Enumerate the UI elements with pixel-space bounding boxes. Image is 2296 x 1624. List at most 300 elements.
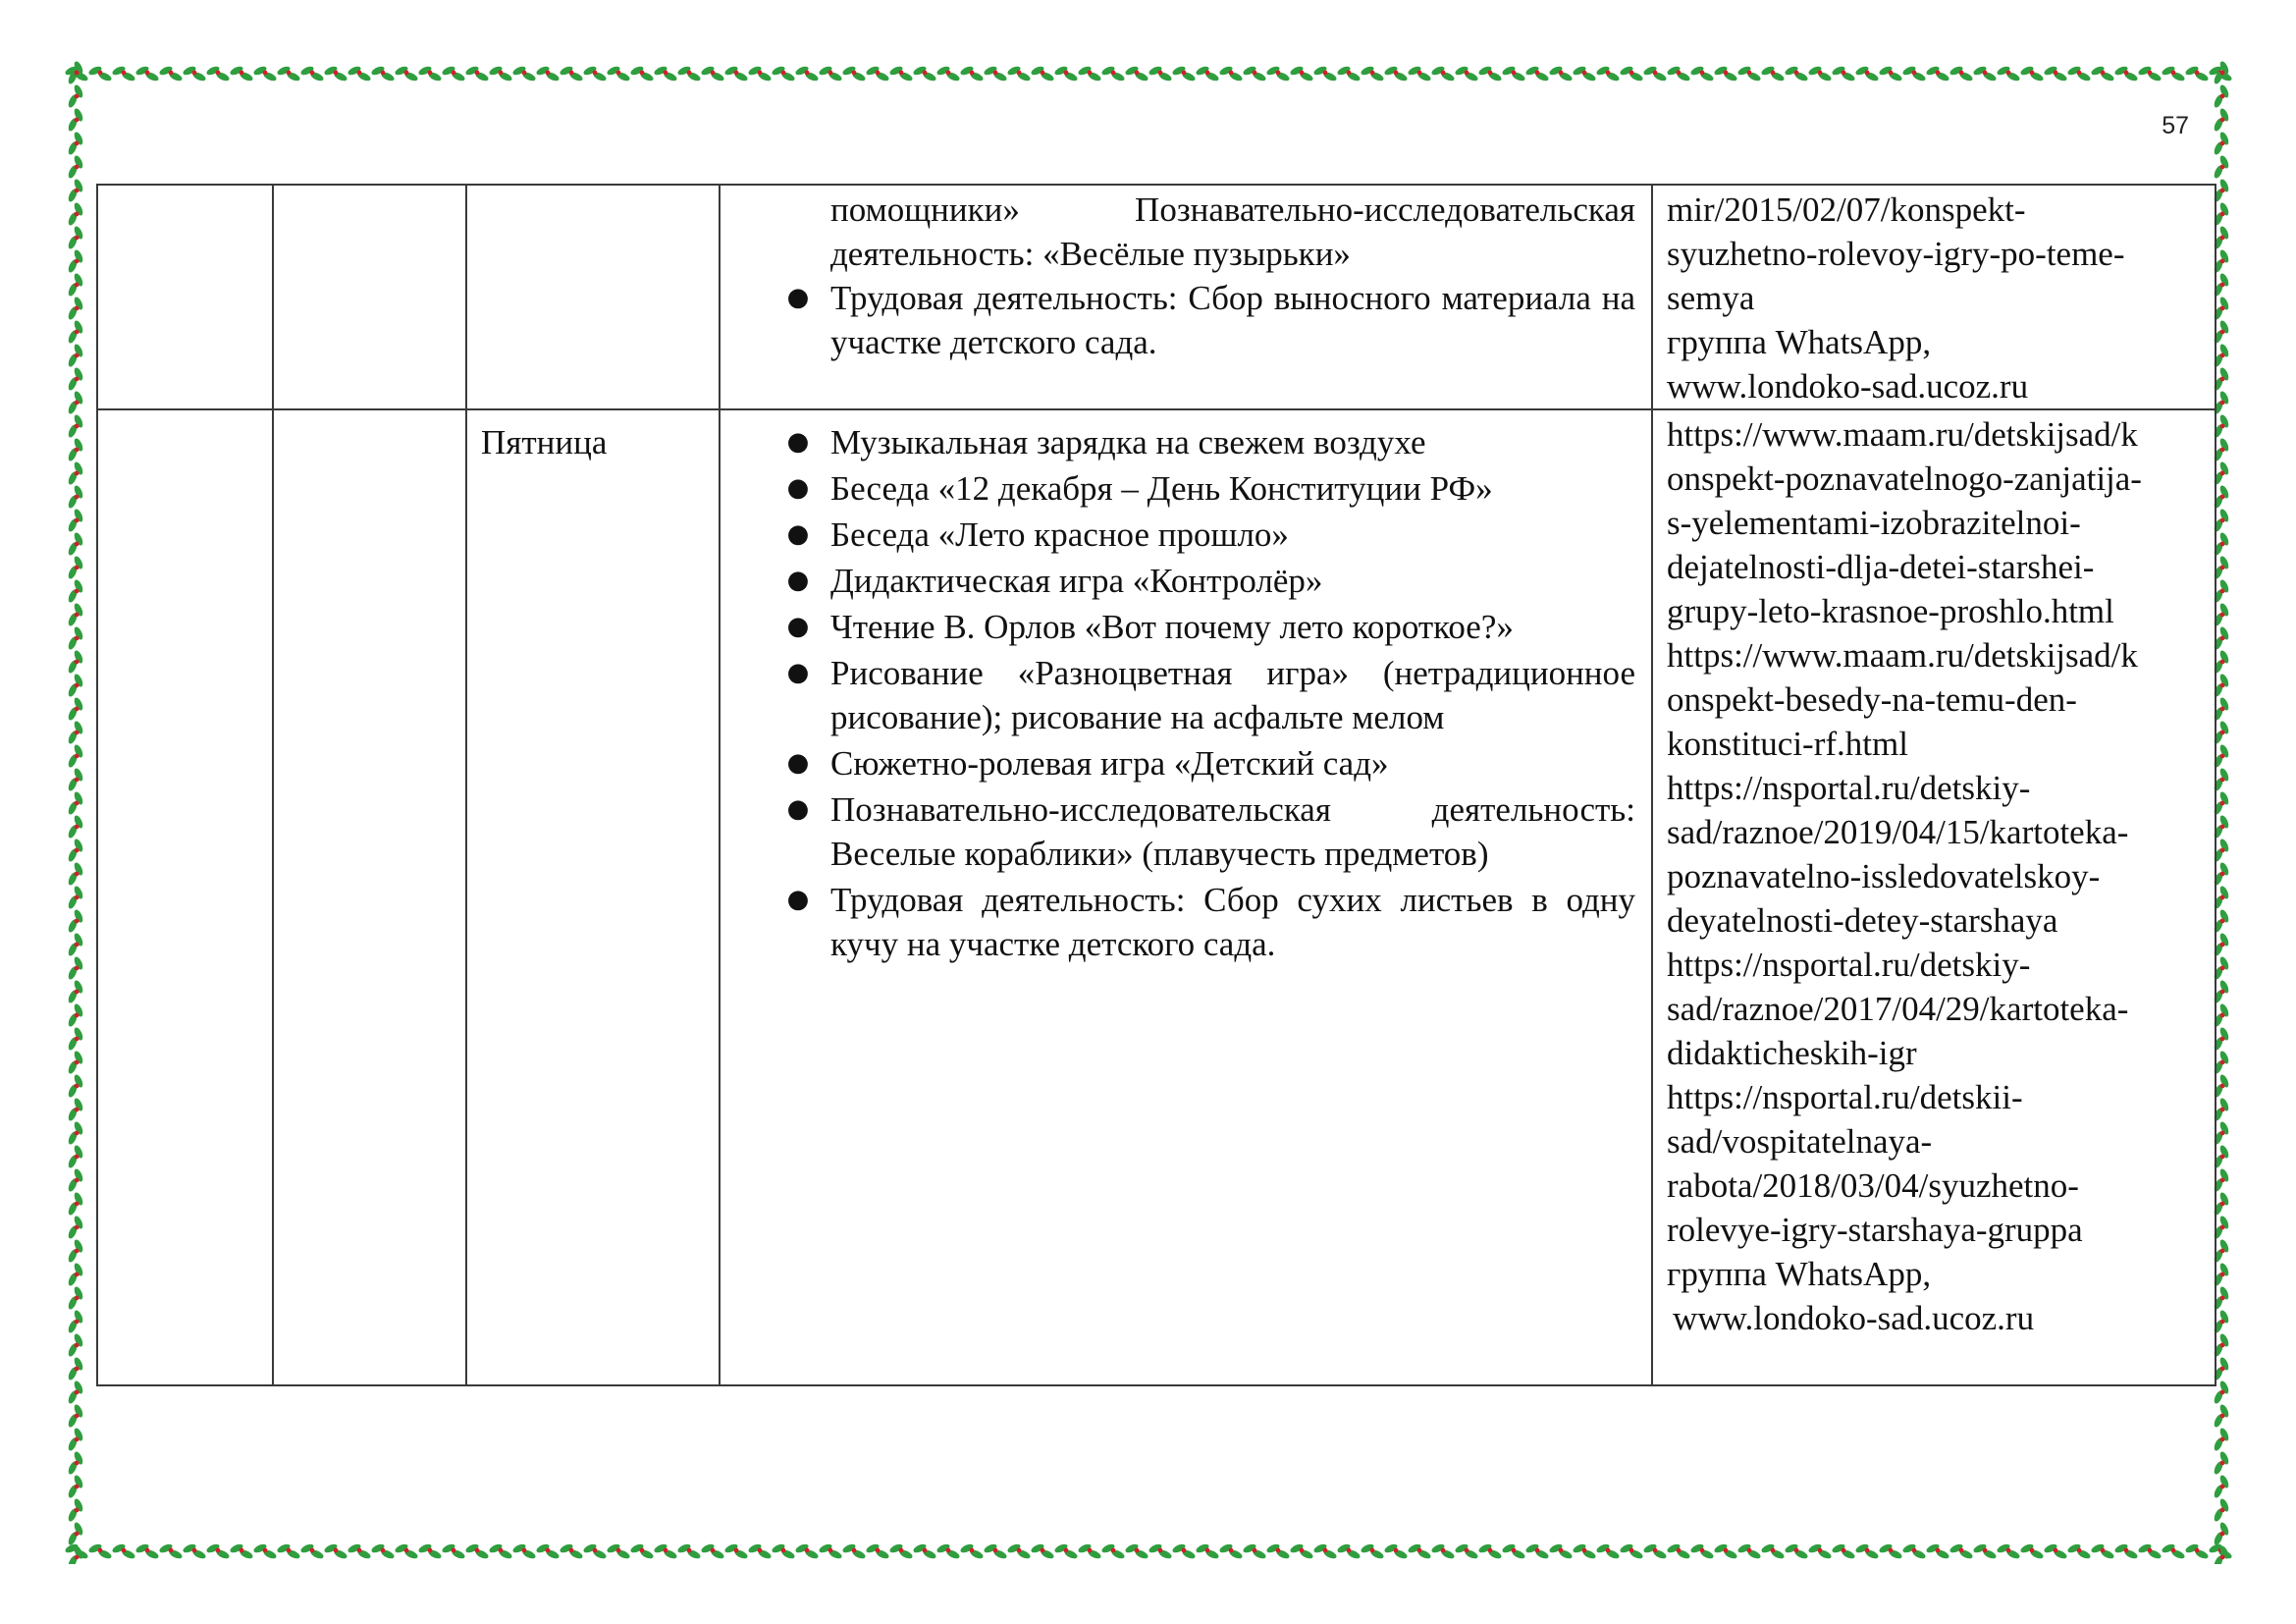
holly-motif — [1878, 65, 1903, 82]
holly-motif — [67, 743, 84, 769]
activity-item — [721, 559, 1635, 603]
bullet-icon: ● — [786, 612, 810, 641]
holly-motif — [1878, 1543, 1903, 1560]
resource-line: didakticheskih-igr — [1667, 1034, 1917, 1072]
holly-motif — [2113, 65, 2139, 82]
holly-motif — [2090, 1543, 2115, 1560]
holly-motif — [67, 673, 84, 698]
holly-motif — [1736, 65, 1762, 82]
holly-motif — [67, 531, 84, 557]
bullet-icon: ● — [786, 283, 810, 312]
resource-line: www.londoko-sad.ucoz.ru — [1667, 367, 2029, 406]
holly-border-top — [65, 61, 2232, 86]
holly-motif — [67, 1026, 84, 1052]
activity-continuation: помощники» Познавательно-исследовательская деятельность: «Весёлые пузырьки» — [830, 190, 1635, 273]
holly-motif — [1925, 65, 1950, 82]
resource-line: poznavatelno-issledovatelskoy- — [1667, 857, 2101, 895]
holly-motif — [511, 1543, 537, 1560]
holly-motif — [441, 65, 466, 82]
bullet-icon: ● — [786, 885, 810, 914]
holly-motif — [1760, 65, 1786, 82]
holly-motif — [2043, 1543, 2068, 1560]
holly-motif — [1689, 1543, 1715, 1560]
holly-motif — [841, 65, 867, 82]
holly-motif — [1784, 1543, 1809, 1560]
holly-motif — [67, 555, 84, 580]
bullet-icon: ● — [786, 794, 810, 824]
holly-motif — [182, 65, 207, 82]
holly-motif — [723, 65, 749, 82]
holly-motif — [229, 65, 254, 82]
holly-motif — [67, 1309, 84, 1334]
resource-line: konstituci-rf.html — [1667, 725, 1908, 763]
holly-motif — [1407, 1543, 1432, 1560]
holly-motif — [67, 885, 84, 910]
holly-motif — [488, 65, 513, 82]
holly-motif — [1548, 1543, 1574, 1560]
holly-motif — [1383, 65, 1409, 82]
holly-motif — [1572, 1543, 1597, 1560]
holly-motif — [67, 437, 84, 462]
holly-motif — [323, 1543, 348, 1560]
activity-list — [721, 276, 1635, 364]
holly-motif — [67, 696, 84, 722]
holly-motif — [67, 61, 84, 85]
holly-motif — [700, 1543, 725, 1560]
activity-text: Трудовая деятельность: Сбор выносного материала на участке детского сада. — [830, 279, 1635, 361]
holly-motif — [1996, 65, 2021, 82]
holly-motif — [67, 131, 84, 156]
holly-motif — [1572, 65, 1597, 82]
holly-motif — [67, 1380, 84, 1405]
holly-motif — [67, 1002, 84, 1028]
holly-motif — [67, 343, 84, 368]
holly-motif — [67, 979, 84, 1004]
holly-motif — [1854, 65, 1880, 82]
holly-motif — [67, 1215, 84, 1240]
holly-motif — [347, 65, 372, 82]
resource-line: syuzhetno-rolevoy-igry-po-teme- — [1667, 235, 2125, 273]
bullet-icon: ● — [786, 427, 810, 457]
holly-motif — [2161, 65, 2186, 82]
holly-motif — [1619, 1543, 1644, 1560]
holly-motif — [629, 65, 655, 82]
holly-motif — [1053, 65, 1079, 82]
holly-motif — [67, 790, 84, 816]
resource-line: www.londoko-sad.ucoz.ru — [1673, 1299, 2035, 1337]
holly-motif — [67, 861, 84, 887]
holly-motif — [841, 1543, 867, 1560]
holly-motif — [417, 1543, 443, 1560]
holly-motif — [67, 1544, 84, 1564]
holly-motif — [1831, 65, 1856, 82]
holly-motif — [653, 65, 678, 82]
resource-line: rolevye-igry-starshaya-gruppa — [1667, 1211, 2083, 1249]
holly-motif — [370, 1543, 396, 1560]
holly-motif — [535, 65, 561, 82]
holly-motif — [347, 1543, 372, 1560]
holly-motif — [464, 1543, 490, 1560]
holly-motif — [653, 1543, 678, 1560]
holly-motif — [67, 1238, 84, 1264]
holly-motif — [276, 1543, 301, 1560]
day-label: Пятница — [481, 423, 608, 461]
resource-line: grupy-leto-krasnoe-proshlo.html — [1667, 592, 2114, 630]
holly-motif — [87, 65, 113, 82]
holly-motif — [67, 1403, 84, 1429]
activity-text: Познавательно-исследовательская деятельность: Веселые кораблики» (плавучесть предметов) — [830, 790, 1635, 873]
holly-motif — [747, 65, 773, 82]
holly-motif — [1784, 65, 1809, 82]
resource-line: sad/vospitatelnaya- — [1667, 1122, 1933, 1161]
holly-motif — [67, 1356, 84, 1381]
holly-motif — [67, 248, 84, 274]
resources-cell — [1652, 409, 2216, 1385]
holly-motif — [1501, 1543, 1526, 1560]
holly-motif — [67, 767, 84, 792]
holly-motif — [559, 65, 584, 82]
holly-motif — [67, 1191, 84, 1217]
holly-motif — [1501, 65, 1526, 82]
holly-motif — [1689, 65, 1715, 82]
holly-motif — [888, 65, 914, 82]
holly-motif — [935, 1543, 961, 1560]
holly-motif — [276, 65, 301, 82]
holly-motif — [67, 413, 84, 439]
holly-motif — [1713, 1543, 1738, 1560]
activity-item — [721, 651, 1635, 739]
holly-motif — [1548, 65, 1574, 82]
holly-motif — [1195, 65, 1220, 82]
holly-motif — [67, 1332, 84, 1358]
holly-motif — [111, 65, 136, 82]
holly-motif — [1996, 1543, 2021, 1560]
holly-motif — [2019, 65, 2045, 82]
holly-motif — [1242, 1543, 1267, 1560]
holly-motif — [2043, 65, 2068, 82]
holly-motif — [1360, 65, 1385, 82]
holly-motif — [888, 1543, 914, 1560]
holly-motif — [1595, 1543, 1621, 1560]
bullet-icon: ● — [786, 658, 810, 687]
holly-motif — [559, 1543, 584, 1560]
resource-line: s-yelementami-izobrazitelnoi- — [1667, 504, 2081, 542]
holly-motif — [606, 1543, 631, 1560]
activity-list — [721, 420, 1635, 966]
holly-motif — [1265, 65, 1291, 82]
activity-item — [721, 605, 1635, 649]
holly-motif — [67, 1497, 84, 1523]
holly-motif — [1171, 1543, 1197, 1560]
holly-motif — [2213, 107, 2230, 133]
activity-item — [721, 878, 1635, 966]
holly-motif — [723, 1543, 749, 1560]
resource-line: https://nsportal.ru/detskii- — [1667, 1078, 2023, 1116]
holly-motif — [323, 65, 348, 82]
holly-motif — [67, 508, 84, 533]
holly-motif — [1312, 1543, 1338, 1560]
holly-motif — [299, 1543, 325, 1560]
holly-motif — [2184, 65, 2210, 82]
holly-motif — [1006, 65, 1032, 82]
activity-item — [721, 513, 1635, 557]
holly-motif — [67, 955, 84, 981]
activity-text: Музыкальная зарядка на свежем воздухе — [830, 423, 1426, 461]
holly-motif — [1383, 1543, 1409, 1560]
holly-motif — [1949, 1543, 1974, 1560]
holly-motif — [1972, 65, 1998, 82]
holly-motif — [1053, 1543, 1079, 1560]
holly-motif — [959, 65, 985, 82]
holly-motif — [582, 65, 608, 82]
holly-motif — [1336, 65, 1362, 82]
holly-motif — [464, 65, 490, 82]
holly-motif — [1289, 1543, 1314, 1560]
holly-motif — [629, 1543, 655, 1560]
holly-motif — [67, 83, 84, 109]
resource-line: dejatelnosti-dlja-detei-starshei- — [1667, 548, 2095, 586]
holly-motif — [229, 1543, 254, 1560]
holly-motif — [2019, 1543, 2045, 1560]
bullet-icon: ● — [786, 519, 810, 549]
holly-motif — [2213, 154, 2230, 180]
holly-motif — [67, 1073, 84, 1099]
holly-motif — [67, 1167, 84, 1193]
holly-motif — [2213, 1427, 2230, 1452]
holly-motif — [1901, 65, 1927, 82]
activity-text: Беседа «12 декабря – День Конституции РФ» — [830, 469, 1493, 508]
bullet-icon: ● — [786, 566, 810, 595]
holly-motif — [1360, 1543, 1385, 1560]
holly-motif — [1477, 65, 1503, 82]
holly-motif — [67, 460, 84, 486]
holly-motif — [771, 1543, 796, 1560]
holly-motif — [1336, 1543, 1362, 1560]
holly-motif — [299, 65, 325, 82]
holly-motif — [959, 1543, 985, 1560]
resource-line: sad/raznoe/2019/04/15/kartoteka- — [1667, 813, 2129, 851]
holly-motif — [1807, 1543, 1833, 1560]
holly-motif — [67, 390, 84, 415]
holly-motif — [67, 107, 84, 133]
holly-motif — [67, 154, 84, 180]
bullet-icon: ● — [786, 748, 810, 778]
activity-item — [721, 276, 1635, 364]
holly-motif — [67, 319, 84, 345]
holly-motif — [205, 1543, 231, 1560]
holly-motif — [1595, 65, 1621, 82]
holly-border-bottom — [65, 1539, 2232, 1564]
resource-line: semya — [1667, 279, 1755, 317]
holly-motif — [2213, 131, 2230, 156]
resource-line: onspekt-poznavatelnogo-zanjatija- — [1667, 460, 2142, 498]
activity-item — [721, 741, 1635, 785]
holly-motif — [182, 1543, 207, 1560]
holly-motif — [67, 1050, 84, 1075]
resource-line: https://www.maam.ru/detskijsad/k — [1667, 636, 2138, 675]
holly-motif — [1077, 65, 1102, 82]
holly-motif — [134, 65, 160, 82]
holly-motif — [1265, 1543, 1291, 1560]
holly-motif — [2090, 65, 2115, 82]
holly-motif — [865, 65, 890, 82]
holly-motif — [1242, 65, 1267, 82]
holly-motif — [865, 1543, 890, 1560]
holly-motif — [983, 65, 1008, 82]
holly-motif — [700, 65, 725, 82]
resource-line: mir/2015/02/07/konspekt- — [1667, 190, 2026, 229]
holly-motif — [67, 1097, 84, 1122]
holly-motif — [2184, 1543, 2210, 1560]
holly-motif — [2213, 1403, 2230, 1429]
table-cell-empty — [97, 185, 273, 409]
holly-motif — [67, 1427, 84, 1452]
holly-motif — [67, 908, 84, 934]
holly-motif — [1854, 1543, 1880, 1560]
holly-motif — [1760, 1543, 1786, 1560]
table-row — [97, 409, 2216, 1385]
holly-motif — [1077, 1543, 1102, 1560]
holly-motif — [1030, 65, 1055, 82]
holly-motif — [158, 65, 184, 82]
holly-motif — [1006, 1543, 1032, 1560]
holly-motif — [2066, 1543, 2092, 1560]
table-cell-empty — [97, 409, 273, 1385]
holly-motif — [2213, 1497, 2230, 1523]
activity-item — [721, 787, 1635, 876]
holly-motif — [1454, 65, 1479, 82]
resource-line: https://nsportal.ru/detskiy- — [1667, 769, 2031, 807]
activity-text: Дидактическая игра «Контролёр» — [830, 562, 1323, 600]
holly-border-left — [63, 61, 88, 1564]
holly-motif — [67, 484, 84, 510]
resource-line: группа WhatsApp, — [1667, 1255, 1932, 1293]
holly-motif — [67, 838, 84, 863]
holly-motif — [2113, 1543, 2139, 1560]
holly-motif — [511, 65, 537, 82]
holly-motif — [1524, 65, 1550, 82]
holly-motif — [1666, 1543, 1691, 1560]
resource-line: deyatelnosti-detey-starshaya — [1667, 901, 2058, 940]
holly-motif — [2213, 61, 2230, 85]
holly-motif — [67, 720, 84, 745]
holly-motif — [67, 932, 84, 957]
holly-motif — [1148, 1543, 1173, 1560]
holly-motif — [67, 1521, 84, 1546]
holly-motif — [1218, 65, 1244, 82]
holly-motif — [158, 1543, 184, 1560]
activity-plan-table — [96, 184, 2216, 1386]
holly-motif — [1713, 65, 1738, 82]
holly-motif — [1100, 1543, 1126, 1560]
holly-motif — [1642, 65, 1668, 82]
activities-cell — [720, 185, 1652, 409]
resource-line: https://nsportal.ru/detskiy- — [1667, 946, 2031, 984]
holly-motif — [1807, 65, 1833, 82]
resource-line: onspekt-besedy-na-temu-den- — [1667, 680, 2077, 719]
holly-motif — [67, 814, 84, 839]
holly-motif — [1289, 65, 1314, 82]
day-cell — [466, 185, 720, 409]
holly-motif — [676, 65, 702, 82]
holly-motif — [818, 1543, 843, 1560]
holly-motif — [747, 1543, 773, 1560]
holly-motif — [2213, 1521, 2230, 1546]
holly-motif — [1524, 1543, 1550, 1560]
holly-motif — [441, 1543, 466, 1560]
resource-line: rabota/2018/03/04/syuzhetno- — [1667, 1166, 2079, 1205]
holly-motif — [67, 1262, 84, 1287]
holly-motif — [67, 602, 84, 627]
holly-motif — [1030, 1543, 1055, 1560]
resource-line: группа WhatsApp, — [1667, 323, 1932, 361]
holly-motif — [1831, 1543, 1856, 1560]
page-number: 57 — [2162, 112, 2189, 139]
holly-motif — [67, 1285, 84, 1311]
holly-motif — [370, 65, 396, 82]
table-row — [97, 185, 2216, 409]
holly-motif — [1972, 1543, 1998, 1560]
holly-motif — [818, 65, 843, 82]
holly-motif — [67, 201, 84, 227]
holly-motif — [67, 625, 84, 651]
holly-motif — [2213, 1450, 2230, 1476]
holly-motif — [1925, 1543, 1950, 1560]
activity-text: Трудовая деятельность: Сбор сухих листьев в одну кучу на участке детского сада. — [830, 881, 1635, 963]
holly-motif — [606, 65, 631, 82]
holly-motif — [2213, 1544, 2230, 1564]
holly-motif — [67, 1450, 84, 1476]
activity-item — [721, 466, 1635, 511]
holly-motif — [67, 225, 84, 250]
holly-motif — [794, 65, 820, 82]
holly-motif — [912, 65, 937, 82]
activity-text: Рисование «Разноцветная игра» (нетрадиционное рисование); рисование на асфальте мелом — [830, 654, 1635, 736]
holly-motif — [1619, 65, 1644, 82]
holly-motif — [205, 65, 231, 82]
activity-text: Сюжетно-ролевая игра «Детский сад» — [830, 744, 1389, 783]
table-cell-empty — [273, 409, 466, 1385]
holly-motif — [488, 1543, 513, 1560]
holly-motif — [1148, 65, 1173, 82]
holly-motif — [771, 65, 796, 82]
activity-item — [721, 420, 1635, 464]
holly-motif — [134, 1543, 160, 1560]
holly-motif — [67, 272, 84, 298]
holly-motif — [111, 1543, 136, 1560]
holly-motif — [1312, 65, 1338, 82]
holly-motif — [2137, 1543, 2163, 1560]
holly-motif — [67, 296, 84, 321]
holly-motif — [1642, 1543, 1668, 1560]
holly-motif — [1454, 1543, 1479, 1560]
holly-motif — [2066, 65, 2092, 82]
holly-motif — [1901, 1543, 1927, 1560]
day-cell — [466, 409, 720, 1385]
holly-motif — [252, 1543, 278, 1560]
holly-motif — [1430, 1543, 1456, 1560]
holly-motif — [1171, 65, 1197, 82]
holly-motif — [1407, 65, 1432, 82]
holly-motif — [252, 65, 278, 82]
holly-motif — [676, 1543, 702, 1560]
holly-motif — [2161, 1543, 2186, 1560]
holly-motif — [67, 649, 84, 675]
table-cell-empty — [273, 185, 466, 409]
holly-motif — [417, 65, 443, 82]
resources-cell — [1652, 185, 2216, 409]
holly-motif — [67, 1120, 84, 1146]
